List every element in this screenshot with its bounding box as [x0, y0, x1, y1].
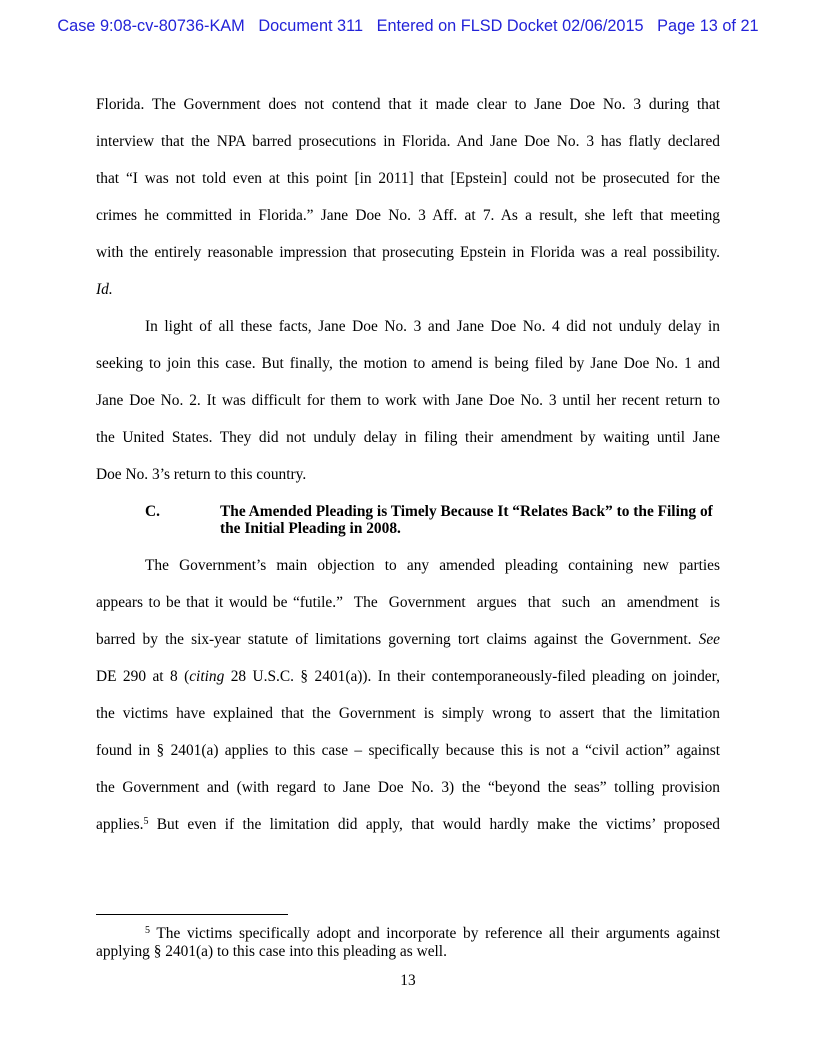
paragraph-3-line-4-text-a: DE 290 at 8 (: [96, 668, 190, 685]
docket-entry: Entered on FLSD Docket 02/06/2015: [376, 17, 644, 35]
document-number: Document 311: [258, 17, 363, 35]
footnote-reference-5[interactable]: 5: [143, 816, 149, 827]
paragraph-3-line-3: [96, 631, 720, 649]
paragraph-2-line-4: the United States. They did not unduly delay in filing their amendment by waiting until Jane: [96, 429, 720, 446]
section-title-line-2: the Initial Pleading in 2008.: [220, 520, 401, 537]
paragraph-1-line-3: that “I was not told even at this point [in 2011] that [Epstein] could not be prosecuted for the: [96, 170, 720, 187]
paragraph-1-line-1: Florida. The Government does not contend that it made clear to Jane Doe No. 3 during that: [96, 96, 720, 113]
paragraph-3-line-8: [96, 816, 720, 834]
paragraph-1-line-2: interview that the NPA barred prosecutions in Florida. And Jane Doe No. 3 has flatly declared: [96, 133, 720, 150]
page-number: 13: [400, 972, 416, 989]
paragraph-2-line-2: seeking to join this case. But finally, the motion to amend is being filed by Jane Doe No. 1 and: [96, 355, 720, 372]
case-number: Case 9:08-cv-80736-KAM: [57, 17, 245, 35]
docket-header: [0, 17, 816, 36]
paragraph-3-line-8-text-b: But even if the limitation did apply, that would hardly make the victims’ proposed: [148, 816, 720, 833]
citing-signal: citing: [189, 668, 225, 685]
paragraph-3-line-4: [96, 668, 720, 686]
page-of-total: Page 13 of 21: [657, 17, 759, 35]
section-title-line-1: The Amended Pleading is Timely Because It “Relates Back” to the Filing of: [220, 503, 713, 520]
paragraph-3-line-4-text-c: 28 U.S.C. § 2401(a)). In their contemporaneously-filed pleading on joinder,: [224, 668, 720, 685]
paragraph-2-line-3: Jane Doe No. 2. It was difficult for them to work with Jane Doe No. 3 until her recent return to: [96, 392, 720, 409]
footnote-5-line-1: [145, 925, 720, 943]
footnote-5-text-1: The victims specifically adopt and incorporate by reference all their arguments against: [150, 925, 720, 942]
paragraph-3-line-7: the Government and (with regard to Jane Doe No. 3) the “beyond the seas” tolling provision: [96, 779, 720, 796]
paragraph-3-line-2: appears to be that it would be “futile.” The Government argues that such an amendment is: [96, 594, 720, 611]
section-letter: C.: [145, 503, 160, 520]
see-signal: See: [698, 631, 720, 648]
paragraph-3-line-8-text-a: applies.: [96, 816, 144, 833]
paragraph-1-line-5: with the entirely reasonable impression that prosecuting Epstein in Florida was a real possibility.: [96, 244, 720, 261]
paragraph-3-line-1: The Government’s main objection to any amended pleading containing new parties: [145, 557, 720, 574]
footnote-number: 5: [145, 925, 150, 936]
footnote-5-line-2: applying § 2401(a) to this case into this pleading as well.: [96, 943, 447, 960]
paragraph-3-line-5: the victims have explained that the Government is simply wrong to assert that the limitation: [96, 705, 720, 722]
paragraph-1-line-4: crimes he committed in Florida.” Jane Doe No. 3 Aff. at 7. As a result, she left that meeting: [96, 207, 720, 224]
paragraph-3-line-3-text: barred by the six-year statute of limitations governing tort claims against the Government.: [96, 631, 699, 648]
paragraph-1-line-6: Id.: [96, 281, 113, 298]
paragraph-2-line-1: In light of all these facts, Jane Doe No. 3 and Jane Doe No. 4 did not unduly delay in: [145, 318, 720, 335]
footnote-separator: [96, 914, 288, 915]
paragraph-2-line-5: Doe No. 3’s return to this country.: [96, 466, 307, 483]
paragraph-3-line-6: found in § 2401(a) applies to this case – specifically because this is not a “civil action” against: [96, 742, 720, 759]
